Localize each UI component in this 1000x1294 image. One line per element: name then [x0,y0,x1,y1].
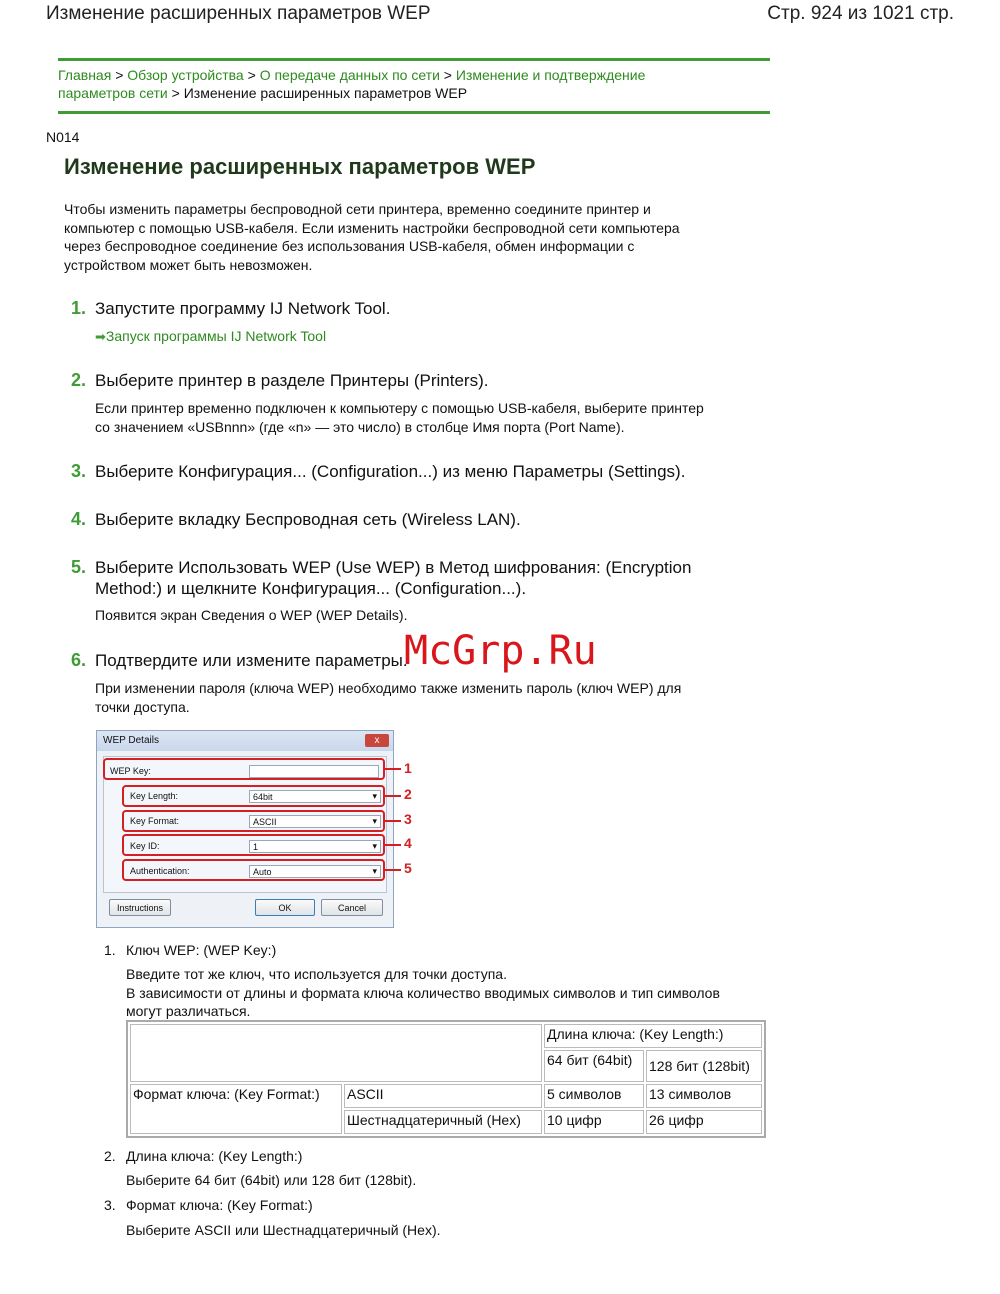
note-line: Если принтер временно подключен к компьютеру с помощью USB-кабеля, выберите принтер [95,400,704,416]
desc-line: Введите тот же ключ, что используется для точки доступа. [126,966,507,982]
breadcrumb-change-settings-cont[interactable]: параметров сети [58,85,168,101]
callout-line [385,844,401,846]
close-icon[interactable]: x [365,734,389,747]
breadcrumb-overview[interactable]: Обзор устройства [127,67,244,83]
doc-code: N014 [46,129,80,145]
callout-box [103,758,385,780]
desc-line: В зависимости от длины и формата ключа количество вводимых символов и тип символов [126,984,720,1001]
key-id-select[interactable]: 1 ▾ [249,840,381,853]
step-number: 4. [70,509,86,529]
item-label: Ключ WEP: (WEP Key:) [126,942,277,958]
step-text: Выберите вкладку Беспроводная сеть (Wireless LAN). [95,510,521,529]
callout-line [385,869,401,871]
step-text: Выберите Конфигурация... (Configuration...) из меню Параметры (Settings). [95,462,686,481]
instructions-button[interactable]: Instructions [109,899,171,916]
table-cell: 5 символов [544,1084,644,1108]
note-line: При изменении пароля (ключа WEP) необходимо также изменить пароль (ключ WEP) для [95,680,682,696]
callout-box [122,785,385,807]
key-length-label: Key Length: [130,791,179,801]
step-text-line: Выберите Использовать WEP (Use WEP) в Метод шифрования: (Encryption [95,558,692,577]
step-note [95,679,775,716]
breadcrumb-current: Изменение расширенных параметров WEP [183,85,468,101]
arrow-right-icon: ➡ [95,329,106,344]
callout-number: 1 [404,760,412,776]
note-line: точки доступа. [95,698,190,715]
breadcrumb-sep: > [115,67,124,83]
page-title: Изменение расширенных параметров WEP [64,154,536,179]
key-id-label: Key ID: [130,841,160,851]
step-number: 6. [70,650,86,670]
step-note [95,399,775,436]
table-cell: 13 символов [646,1084,762,1108]
item-number: 2. [104,1148,116,1164]
step-text: Выберите принтер в разделе Принтеры (Printers). [95,371,489,390]
callout-number: 3 [404,811,412,827]
launch-tool-link[interactable]: Запуск программы IJ Network Tool [105,328,327,344]
key-length-select[interactable]: 64bit ▾ [249,790,381,803]
step-number: 5. [70,557,86,577]
step-link[interactable] [95,327,326,347]
intro-line: компьютер с помощью USB-кабеля. Если изменить настройки беспроводной сети компьютера [64,219,680,236]
intro-line: через беспроводное соединение без использования USB-кабеля, обмен информации с [64,238,635,254]
breadcrumb-sep: > [247,67,256,83]
note-line: со значением «USBnnn» (где «n» — это число) в столбце Имя порта (Port Name). [95,418,625,435]
callout-number: 5 [404,860,412,876]
table-cell: 10 цифр [544,1110,644,1134]
step-number: 2. [70,370,86,390]
callout-number: 2 [404,786,412,802]
callout-line [385,820,401,822]
ok-button[interactable]: OK [255,899,315,916]
item-label: Длина ключа: (Key Length:) [126,1148,303,1164]
step-number: 1. [70,298,86,318]
step-note: Появится экран Сведения о WEP (WEP Details). [95,607,408,623]
watermark: McGrp.Ru [404,628,597,674]
desc-line: могут различаться. [126,1003,251,1019]
step-number: 3. [70,461,86,481]
step-text [95,557,775,599]
callout-box [122,810,385,832]
intro-line: Чтобы изменить параметры беспроводной сети принтера, временно соедините принтер и [64,201,651,217]
key-table [126,1020,766,1138]
header-title: Изменение расширенных параметров WEP [46,3,431,24]
dialog-titlebar [97,731,393,751]
step-text-line: Method:) и щелкните Конфигурация... (Configuration...). [95,579,527,598]
dialog-title: WEP Details [103,735,159,746]
item-desc: Выберите 64 бит (64bit) или 128 бит (128bit). [126,1172,417,1188]
step-text: Запустите программу IJ Network Tool. [95,299,391,318]
intro-line: устройством может быть невозможен. [64,256,313,273]
item-number: 1. [104,942,116,958]
callout-box [122,859,385,881]
item-desc: Выберите ASCII или Шестнадцатеричный (Hex). [126,1222,441,1238]
table-cell: 26 цифр [646,1110,762,1134]
authentication-select[interactable]: Auto ▾ [249,865,381,878]
table-col-128: 128 бит (128bit) [646,1050,762,1082]
wep-key-label: WEP Key: [110,766,151,776]
table-row-head: Формат ключа: (Key Format:) [130,1084,342,1134]
table-header: Длина ключа: (Key Length:) [544,1024,762,1048]
breadcrumb [58,66,758,102]
callout-line [385,795,401,797]
breadcrumb-sep: > [443,67,452,83]
key-format-label: Key Format: [130,816,180,826]
table-cell-format: ASCII [344,1084,542,1108]
breadcrumb-change-settings[interactable]: Изменение и подтверждение [455,67,646,83]
callout-number: 4 [404,835,412,851]
table-col-64: 64 бит (64bit) [544,1050,644,1082]
breadcrumb-home[interactable]: Главная [58,67,112,83]
item-label: Формат ключа: (Key Format:) [126,1197,313,1213]
breadcrumb-network[interactable]: О передаче данных по сети [259,67,440,83]
table-cell-format: Шестнадцатеричный (Hex) [344,1110,542,1134]
callout-line [385,768,401,770]
key-format-select[interactable]: ASCII ▾ [249,815,381,828]
table-blank-cell [130,1024,542,1082]
authentication-label: Authentication: [130,866,190,876]
item-number: 3. [104,1197,116,1213]
breadcrumb-sep: > [171,85,180,101]
callout-box [122,834,385,856]
item-desc [126,965,776,1021]
intro-paragraph [64,200,764,274]
page-counter: Стр. 924 из 1021 стр. [767,3,954,24]
cancel-button[interactable]: Cancel [321,899,383,916]
step-text: Подтвердите или измените параметры. [95,651,408,670]
